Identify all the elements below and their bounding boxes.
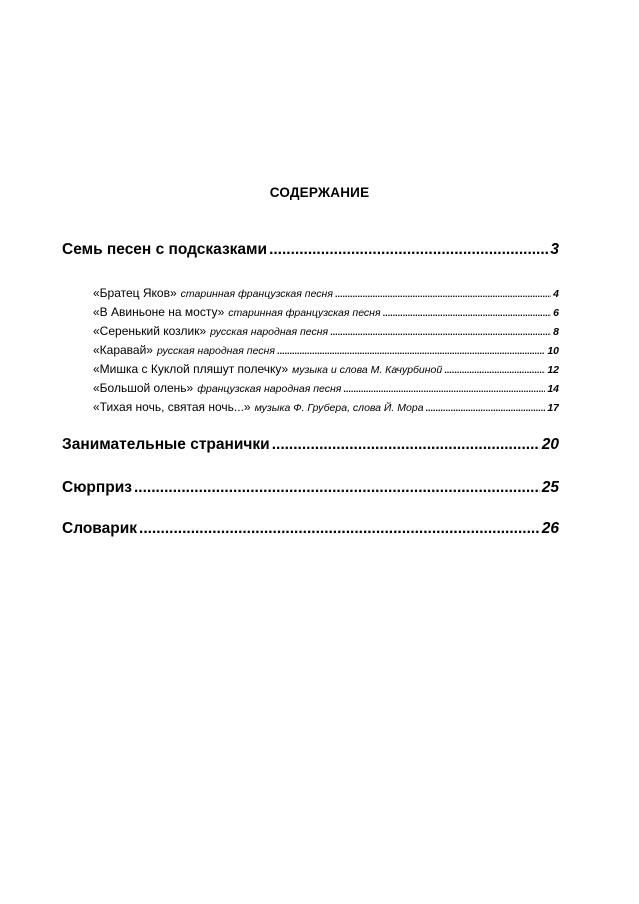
song-title: «Братец Яков» [93,286,177,300]
dot-leader [343,384,545,394]
dot-leader [335,289,551,299]
dot-leader [134,479,540,497]
page-number: 4 [553,288,559,300]
page-number: 12 [547,364,559,376]
toc-song-entry[interactable] [93,305,559,319]
toc-song-entry[interactable] [93,324,559,338]
dot-leader [383,308,552,318]
dot-leader [426,403,546,413]
section-label: Семь песен с подсказками [62,241,268,258]
toc-song-entry[interactable] [93,381,559,395]
toc-section-surprise[interactable] [62,479,559,497]
song-description: французская народная песня [197,383,342,395]
dot-leader [272,436,540,454]
page-number: 17 [547,402,559,414]
dot-leader [139,520,540,538]
page-number: 20 [541,436,559,453]
page-number: 8 [553,326,559,338]
song-title: «В Авиньоне на мосту» [93,305,225,319]
song-title: «Большой олень» [93,381,194,395]
toc-song-entry[interactable] [93,286,559,300]
toc-song-entry[interactable] [93,362,559,376]
toc-section-fun-pages[interactable] [62,436,559,454]
section-label: Сюрприз [62,479,132,496]
section-label: Словарик [62,520,138,537]
song-description: русская народная песня [210,326,329,338]
dot-leader [269,241,548,259]
song-title: «Мишка с Куклой пляшут полечку» [93,362,289,376]
song-description: старинная французская песня [228,307,381,319]
page-number: 10 [547,345,559,357]
song-description: русская народная песня [156,345,275,357]
page-number: 3 [550,241,559,258]
dot-leader [330,327,551,337]
dot-leader [277,346,545,356]
song-title: «Каравай» [93,343,153,357]
song-description: музыка Ф. Грубера, слова Й. Мора [254,402,424,414]
page-number: 14 [547,383,559,395]
section-label: Занимательные странички [62,436,270,453]
toc-song-entry[interactable] [93,343,559,357]
dot-leader [444,365,545,375]
song-title: «Тихая ночь, святая ночь...» [93,400,251,414]
song-description: музыка и слова М. Качурбиной [292,364,443,376]
song-description: старинная французская песня [180,288,333,300]
toc-song-entry[interactable] [93,400,559,414]
page-number: 26 [541,520,559,537]
page-number: 6 [553,307,559,319]
song-title: «Серенький козлик» [93,324,207,338]
page-number: 25 [541,479,559,496]
toc-section-seven-songs[interactable] [62,241,559,259]
toc-title: СОДЕРЖАНИЕ [269,185,370,200]
toc-section-glossary[interactable] [62,520,559,538]
